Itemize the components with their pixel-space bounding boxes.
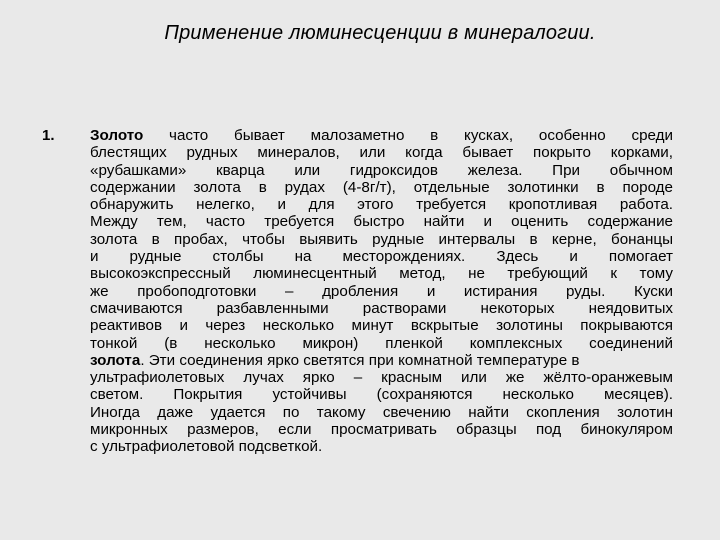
slide-title: Применение люминесценции в минералогии. bbox=[164, 22, 596, 44]
text-line-11: смачиваются разбавленными растворами некоторых неядовитых bbox=[90, 299, 673, 317]
text-line-3: «рубашками» кварца или гидроксидов железа. При обычном bbox=[90, 161, 673, 179]
text-line-2: блестящих рудных минералов, или когда бывает покрыто корками, bbox=[90, 144, 673, 162]
text-line-9: высокоэкспрессный люминесцентный метод, не требующий к тому bbox=[90, 265, 673, 283]
text-line-6: Между тем, часто требуется быстро найти и оценить содержание bbox=[90, 213, 673, 231]
text-line-14 bbox=[90, 352, 673, 369]
text-line-15: ультрафиолетовых лучах ярко – красным или же жёлто-оранжевым bbox=[90, 369, 673, 387]
bold-term-gold: Золото bbox=[90, 127, 144, 144]
text-line-13: тонкой (в несколько микрон) пленкой комплексных соединений bbox=[90, 334, 673, 352]
text-line-10: же пробоподготовки – дробления и истирания руды. Куски bbox=[90, 282, 673, 300]
text-line-4: содержании золота в рудах (4-8г/т), отдельные золотинки в породе bbox=[90, 178, 673, 196]
bold-term-gold-inline: золота bbox=[90, 351, 141, 369]
text-line-17: Иногда даже удается по такому свечению найти скопления золотин bbox=[90, 403, 673, 421]
text-line-18: микронных размеров, если просматривать образцы под бинокуляром bbox=[90, 421, 673, 439]
body-paragraph bbox=[90, 127, 673, 456]
text-line-12: реактивов и через несколько минут вскрытые золотины покрываются bbox=[90, 317, 673, 335]
text-line-1-rest: часто бывает малозаметно в кусках, особенно среди bbox=[143, 127, 673, 144]
text-line-14-rest: . Эти соединения ярко светятся при комнатной температуре в bbox=[140, 351, 580, 369]
text-line-7: золота в пробах, чтобы выявить рудные интервалы в керне, бонанцы bbox=[90, 230, 673, 248]
text-line-19: с ультрафиолетовой подсветкой. bbox=[90, 438, 323, 456]
list-number: 1. bbox=[42, 127, 55, 144]
text-line-5: обнаружить нелегко, и для этого требуется кропотливая работа. bbox=[90, 196, 673, 214]
text-line-16: светом. Покрытия устойчивы (сохраняются несколько месяцев). bbox=[90, 386, 673, 404]
text-line-1 bbox=[90, 127, 673, 144]
text-line-8: и рудные столбы на месторождениях. Здесь и помогает bbox=[90, 248, 673, 266]
